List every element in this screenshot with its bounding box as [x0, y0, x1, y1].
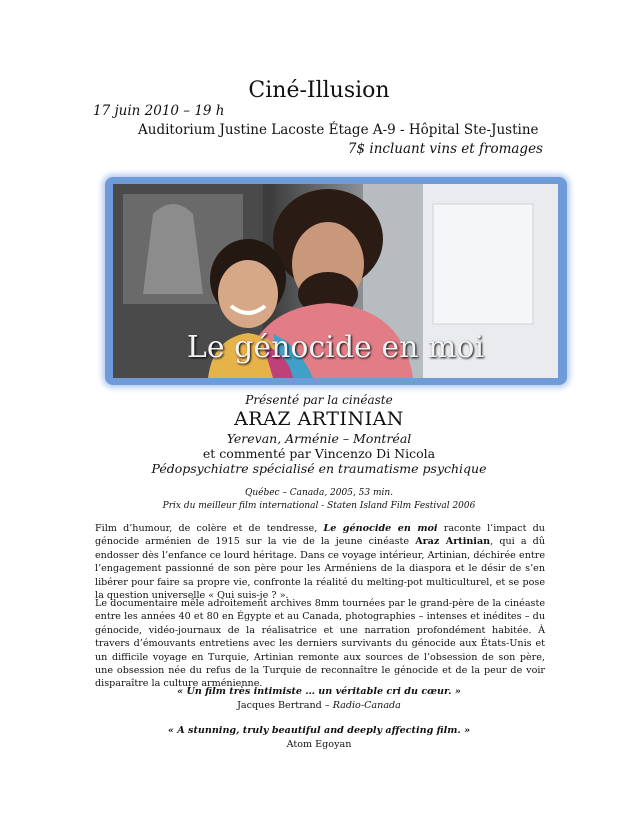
director-name-inline: Araz Artinian	[415, 536, 491, 548]
presented-by: Présenté par la cinéaste	[245, 393, 393, 407]
award-info: Prix du meilleur film international - Staten Island Film Festival 2006	[162, 501, 476, 511]
quote-1-attribution	[0, 700, 638, 711]
quote-2: « A stunning, truly beautiful and deeply affecting film. »	[167, 725, 471, 736]
quote-1-author: Jacques Bertrand –	[237, 700, 333, 711]
synopsis-text-b: raconte l’impact du génocide arménien de 1915 sur la vie de la jeune cinéaste	[95, 523, 545, 548]
commented-by: et commenté par Vincenzo Di Nicola	[202, 446, 436, 461]
event-price: 7$ incluant vins et fromages	[347, 141, 543, 157]
synopsis-text-a: Film d’humour, de colère et de tendresse,	[95, 523, 324, 534]
poster-title-overlay: Le génocide en moi	[186, 330, 485, 365]
synopsis-text-c: , qui a dû endosser dès l’enfance ce lourd héritage. Dans ce voyage intérieur, Artinian, déchirée entre l’engagement passionné de son père pour les Arméniens de la diaspora et le désir de s’en libérer pour faire sa propre vie, confronte la réalité du melting-pot multiculturel, et se pose la question universelle « Qui suis-je ? ».	[95, 536, 545, 602]
quote-1-source: Radio-Canada	[332, 700, 401, 711]
event-venue: Auditorium Justine Lacoste Étage A-9 - Hôpital Ste-Justine	[138, 122, 539, 138]
film-title-inline: Le génocide en moi	[323, 523, 438, 534]
quote-1: « Un film très intimiste … un véritable cri du cœur. »	[177, 686, 461, 697]
quote-2-attribution: Atom Egoyan	[286, 739, 352, 750]
commentator-role: Pédopsychiatre spécialisé en traumatisme psychique	[151, 461, 487, 476]
event-date: 17 juin 2010 – 19 h	[93, 103, 225, 119]
poster-image	[113, 184, 558, 378]
event-title: Ciné-Illusion	[248, 78, 390, 103]
synopsis-paragraph	[95, 522, 545, 602]
director-name: ARAZ ARTINIAN	[234, 408, 404, 430]
documentary-paragraph: Le documentaire mêle adroitement archives 8mm tournées par le grand-père de la cinéaste entre les années 40 et 80 en Égypte et au Canada, photographies – intenses et inédites – du génocide, vidéo-journaux de la réalisatrice et une narration profondément habitée. À travers d’émouvants entretiens avec les derniers survivants du génocide aux États-Unis et un difficile voyage en Turquie, Artinian remonte aux sources de l’obsession de son père, une obsession née du refus de la Turquie de reconnaître le génocide et de la peur de voir disparaître la culture arménienne.	[95, 598, 545, 690]
production-info: Québec – Canada, 2005, 53 min.	[244, 488, 394, 498]
director-origin: Yerevan, Arménie – Montréal	[226, 431, 412, 446]
